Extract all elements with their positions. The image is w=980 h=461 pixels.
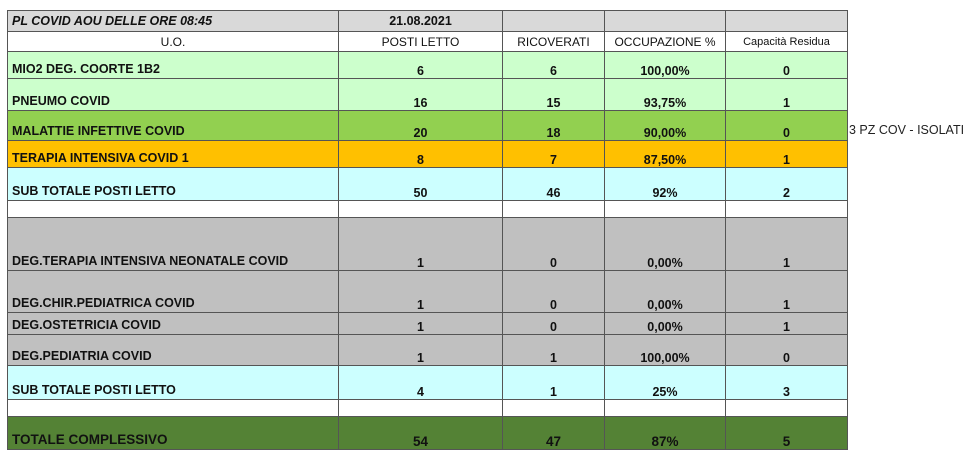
uo-cell: MIO2 DEG. COORTE 1B2: [8, 52, 339, 79]
empty-cell: [8, 400, 339, 417]
occupazione-cell: 0,00%: [605, 218, 726, 271]
ricoverati-cell: 6: [503, 52, 605, 79]
empty-cell: [726, 400, 848, 417]
occupazione-cell: 0,00%: [605, 271, 726, 313]
covid-beds-table: [7, 10, 848, 450]
posti-cell: 6: [339, 52, 503, 79]
posti-cell: 8: [339, 141, 503, 168]
report-date: 21.08.2021: [339, 11, 503, 32]
ricoverati-cell: 46: [503, 168, 605, 201]
occupazione-cell: 0,00%: [605, 313, 726, 335]
capacita-cell: 1: [726, 271, 848, 313]
subtotal-row: [8, 366, 848, 400]
uo-cell: SUB TOTALE POSTI LETTO: [8, 168, 339, 201]
ricoverati-cell: 47: [503, 417, 605, 450]
capacita-cell: 3: [726, 366, 848, 400]
table-row: [8, 271, 848, 313]
spacer-row: [8, 400, 848, 417]
header-capacita-residua: Capacità Residua: [726, 32, 848, 52]
occupazione-cell: 87%: [605, 417, 726, 450]
header-posti-letto: POSTI LETTO: [339, 32, 503, 52]
spacer-row: [8, 201, 848, 218]
uo-cell: PNEUMO COVID: [8, 79, 339, 111]
posti-cell: 1: [339, 218, 503, 271]
header-occupazione: OCCUPAZIONE %: [605, 32, 726, 52]
ricoverati-cell: 0: [503, 218, 605, 271]
header-ricoverati: RICOVERATI: [503, 32, 605, 52]
table-row: [8, 313, 848, 335]
occupazione-cell: 93,75%: [605, 79, 726, 111]
ricoverati-cell: 0: [503, 271, 605, 313]
occupazione-cell: 92%: [605, 168, 726, 201]
table-row: [8, 218, 848, 271]
posti-cell: 16: [339, 79, 503, 111]
uo-cell: TOTALE COMPLESSIVO: [8, 417, 339, 450]
posti-cell: 1: [339, 271, 503, 313]
ricoverati-cell: 1: [503, 366, 605, 400]
posti-cell: 1: [339, 313, 503, 335]
title-empty-cell: [605, 11, 726, 32]
ricoverati-cell: 0: [503, 313, 605, 335]
empty-cell: [8, 201, 339, 218]
posti-cell: 50: [339, 168, 503, 201]
empty-cell: [605, 400, 726, 417]
capacita-cell: 2: [726, 168, 848, 201]
capacita-cell: 1: [726, 141, 848, 168]
header-uo: U.O.: [8, 32, 339, 52]
occupazione-cell: 87,50%: [605, 141, 726, 168]
table-row: [8, 52, 848, 79]
uo-cell: DEG.CHIR.PEDIATRICA COVID: [8, 271, 339, 313]
title-empty-cell: [726, 11, 848, 32]
uo-cell: DEG.PEDIATRIA COVID: [8, 335, 339, 366]
table-row: [8, 79, 848, 111]
uo-cell: DEG.OSTETRICIA COVID: [8, 313, 339, 335]
capacita-cell: 0: [726, 52, 848, 79]
ricoverati-cell: 7: [503, 141, 605, 168]
table-row: [8, 111, 848, 141]
report-title: PL COVID AOU DELLE ORE 08:45: [8, 11, 339, 32]
table-row: [8, 335, 848, 366]
header-row: [8, 32, 848, 52]
occupazione-cell: 100,00%: [605, 52, 726, 79]
empty-cell: [503, 201, 605, 218]
posti-cell: 4: [339, 366, 503, 400]
occupazione-cell: 25%: [605, 366, 726, 400]
ricoverati-cell: 18: [503, 111, 605, 141]
ricoverati-cell: 1: [503, 335, 605, 366]
subtotal-row: [8, 168, 848, 201]
table-row: [8, 141, 848, 168]
posti-cell: 1: [339, 335, 503, 366]
title-empty-cell: [503, 11, 605, 32]
posti-cell: 20: [339, 111, 503, 141]
capacita-cell: 0: [726, 111, 848, 141]
capacita-cell: 0: [726, 335, 848, 366]
uo-cell: DEG.TERAPIA INTENSIVA NEONATALE COVID: [8, 218, 339, 271]
empty-cell: [503, 400, 605, 417]
ricoverati-cell: 15: [503, 79, 605, 111]
capacita-cell: 1: [726, 218, 848, 271]
uo-cell: SUB TOTALE POSTI LETTO: [8, 366, 339, 400]
empty-cell: [605, 201, 726, 218]
empty-cell: [726, 201, 848, 218]
capacita-cell: 1: [726, 79, 848, 111]
capacita-cell: 5: [726, 417, 848, 450]
occupazione-cell: 100,00%: [605, 335, 726, 366]
grand-total-row: [8, 417, 848, 450]
side-note: 3 PZ COV - ISOLATI: [849, 123, 965, 137]
capacita-cell: 1: [726, 313, 848, 335]
title-row: [8, 11, 848, 32]
occupazione-cell: 90,00%: [605, 111, 726, 141]
uo-cell: MALATTIE INFETTIVE COVID: [8, 111, 339, 141]
posti-cell: 54: [339, 417, 503, 450]
empty-cell: [339, 201, 503, 218]
uo-cell: TERAPIA INTENSIVA COVID 1: [8, 141, 339, 168]
empty-cell: [339, 400, 503, 417]
